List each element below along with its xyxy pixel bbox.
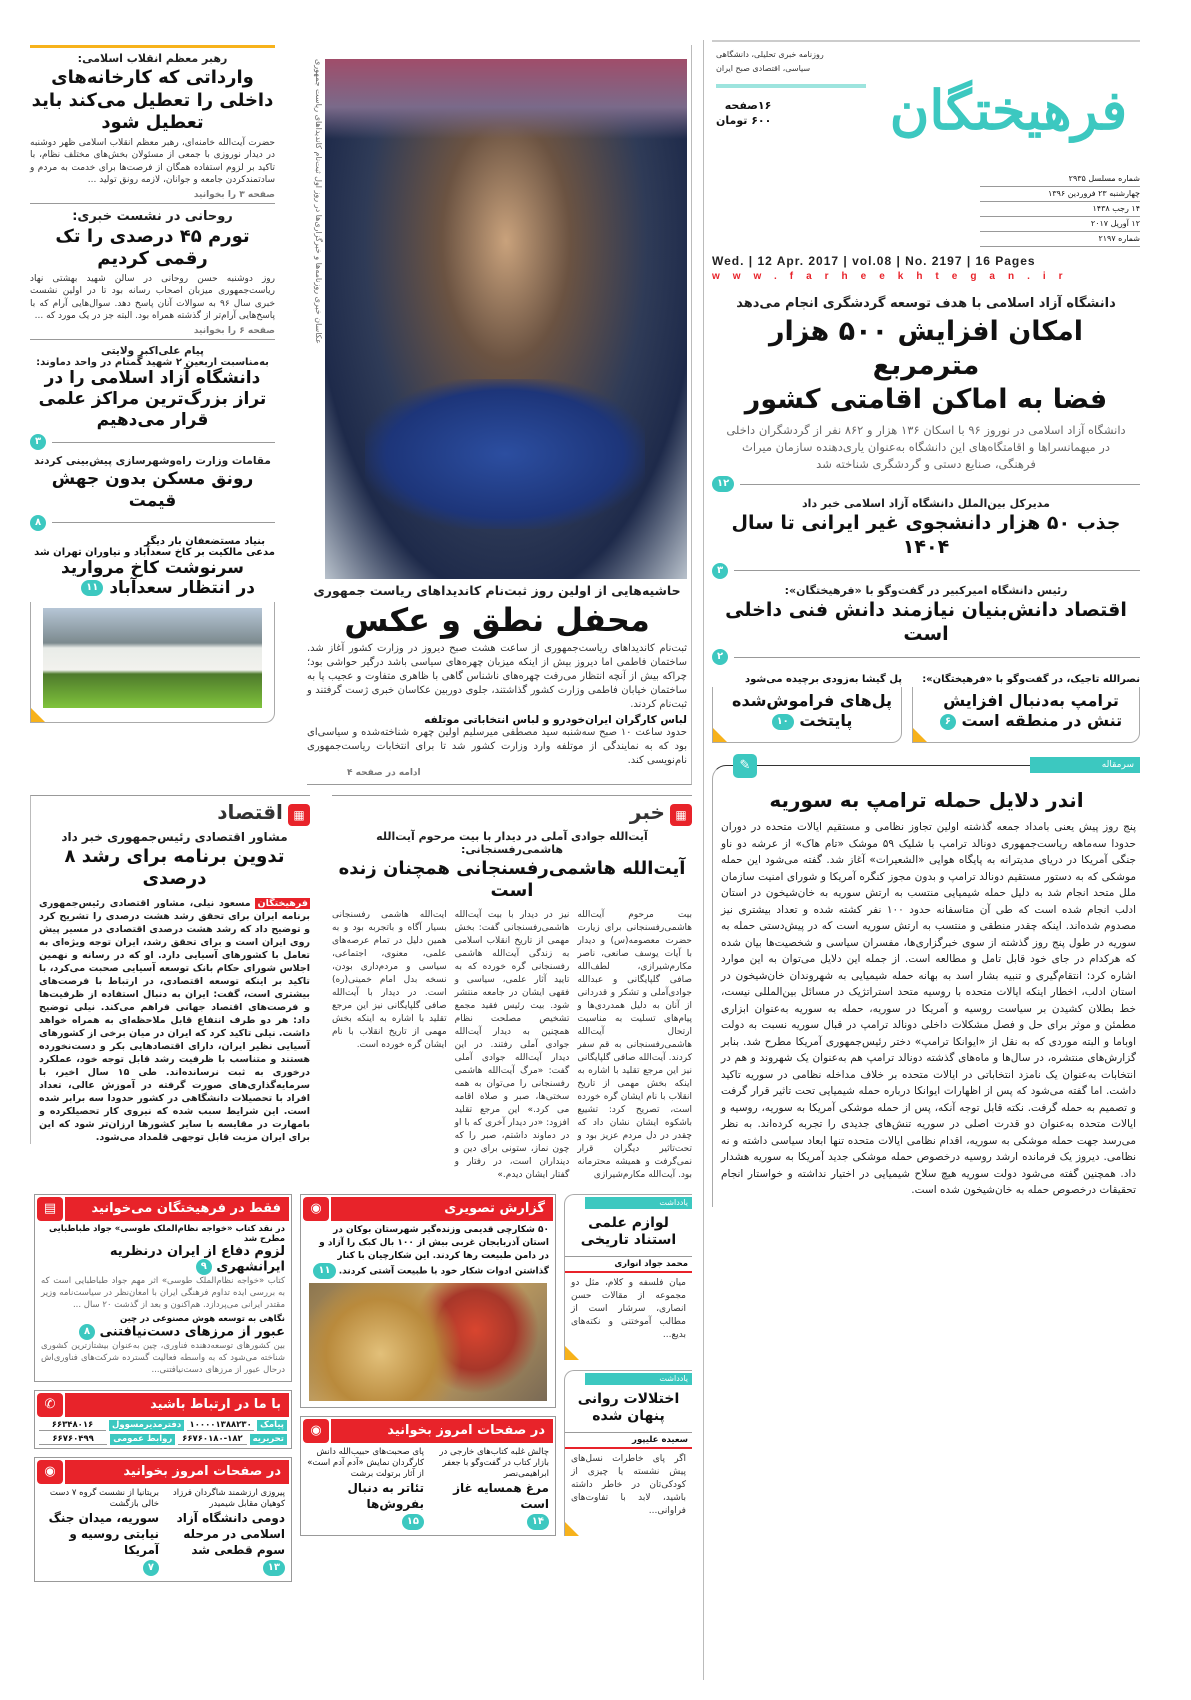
page-ref[interactable]: ۹ (196, 1259, 212, 1275)
issue-line: شماره ۲۱۹۷ (980, 232, 1140, 247)
editorial[interactable] (712, 758, 1140, 1207)
lead-headline-line: امکان افزایش ۵۰۰ هزار مترمربع (768, 316, 1084, 381)
item-headline[interactable]: عبور از مرزهای دست‌نیافتنی (99, 1324, 285, 1339)
trump-kicker: نصرالله تاجیک، در گفت‌وگو با «فرهیختگان»: (922, 674, 1140, 686)
photo-report-title: گزارش تصویری (331, 1197, 553, 1221)
note-author: سعیده علیپور (565, 1432, 692, 1449)
box-headline-text: پل‌های فراموش‌شده پایتخت (732, 691, 892, 731)
economy-body (39, 897, 310, 1144)
page-ref[interactable]: ۱۱ (81, 580, 103, 596)
story-kicker: پیام علی‌اکبر ولایتی (101, 344, 204, 357)
contact-box (34, 1390, 292, 1449)
photo-body: ثبت‌نام کاندیداهای ریاست‌جمهوری از ساعت هشت صبح دیروز در وزارت کشور آغاز شد. ساختمان فاطمی اما دیروز بیش از اینکه میزبان چهره‌های سیاسی باشد درگیر حواشی بود؛ چراکه بیش از آنچه انتظار می‌رفت چهره‌های ناشناس گاهی با ظاهری متفاوت و عجیب پا به ساختمان خیابان فاطمی وزارت کشور گذاشتند، جلوی دوربین عکاسان خبری ژست گرفتند و ثبت‌نام کردند. (307, 643, 687, 710)
lead-kicker: دانشگاه آزاد اسلامی با هدف توسعه گردشگری انجام می‌دهد (736, 296, 1116, 311)
note-body: میان فلسفه و کلام، مثل دو مجموعه از مقالات حسن انصاری، سرشار است از مطالب آموختنی و نکته‌های بدیع... (571, 1277, 686, 1340)
story-body: روز دوشنبه حسن روحانی در سالن شهید بهشتی نهاد ریاست‌جمهوری میزبان اصحاب رسانه بود تا در اولین نشست خبری سال ۹۶ به سوالات آنان پاسخ دهد. سوال‌هایی آرام که با پاسخ‌هایی آرام‌تر از گذشته همراه بود. البته جز در یک مورد که ... (30, 273, 276, 321)
today-item[interactable] (307, 1447, 424, 1531)
photo-credit: عکاسان خبری روزنامه‌ها و خبرگزاری‌ها در روز اول ثبت‌نام کاندیداهای ریاست جمهوری (314, 59, 323, 344)
page-ref[interactable]: ۱۲ (712, 476, 734, 492)
page-ref[interactable]: ۸ (30, 515, 46, 531)
website-link[interactable]: www.farheekhtegan.ir (712, 271, 1076, 282)
story-kicker: مدیرکل بین‌الملل دانشگاه آزاد اسلامی خبر داد (802, 497, 1050, 511)
lead-headline (712, 315, 1140, 416)
story-headline: در انتظار سعدآباد (109, 577, 255, 598)
item-kicker: چالش غلبه کتاب‌های خارجی در بازار کتاب در گفت‌وگو با جعفر ابراهیمی‌نصر (439, 1446, 549, 1479)
item-headline: سوریه، میدان جنگ نیابتی روسیه و آمریکا (48, 1510, 159, 1557)
story-economy[interactable] (712, 584, 1140, 647)
editorial-title: اندر دلایل حمله ترامپ به سوریه (769, 788, 1084, 813)
item-kicker: پیروزی ارزشمند شاگردان فرزاد کوهیان مقابل شیمیدر (172, 1487, 285, 1509)
item-kicker: بریتانیا از نشست گروه ۷ دست خالی بازگشت (49, 1487, 159, 1509)
contact-number[interactable]: ۶۶۳۴۸۰۱۶ (39, 1420, 106, 1431)
story-headline: تورم ۴۵ درصدی را تک رقمی کردیم (55, 225, 250, 269)
editorial-body: پنج روز پیش یعنی بامداد جمعه گذشته اولین تجاوز نظامی و مستقیم ایالات متحده در دوران حدودا سه‌ماهه ریاست‌جمهوری دونالد ترامپ با شلیک ۵۹ موشک «تام هاک» از عرشه دو ناو جنگی آمریکا در دریای مدیترانه به پایگاه هوایی «الشعیرات» آغاز شد. گفته می‌شود این حمله موشکی که به دستور مستقیم دونالد ترامپ و بدون مجوز کنگره آمریکا و شورای امنیت سازمان ملل متحد انجام شد به دلیل حمله شیمیایی منتسب به ارتش سوریه به خان‌شیخون در استان ادلب انجام شده است که طی آن متاسفانه حدود ۱۰۰ نفر کشته شده و تعداد بیشتری نیز مصدوم شده‌اند. اینکه چقدر منطقی و منتسب به ارتش سوریه است که در پیش‌دستی حمله به سوریه در طول پنج روز گذشته از سوی خبرگزاری‌ها، مفسران سیاسی و شخصیت‌ها بیان شده که هرکدام در جای خود قابل تامل و مطالعه است. از جمله این دلایل می‌توان به این موارد اشاره کرد: انتقام‌گیری و تنبیه بشار اسد به بهانه حمله شیمیایی به شهروندان خان‌شیخون در استان ادلب، اخطار اینکه ایالات متحده با روسیه متحد استراتژیک در مسائل بین‌المللی نیست، خط بطلان کشیدن بر سیاست روسیه و آمریکا در سوریه، حمله به سوریه به‌عنوان ابزاری مطمئن و موثر برای حل و فصل مشکلات داخلی دونالد ترامپ در قبال سوریه نسبت به دولت اوباما و البته موردی که به نقل از «ایوانکا ترامپ» دختر رئیس‌جمهوری آمریکا مطرح شد. بنابر گزارش‌های منتشره، در سال‌ها و ماه‌های گذشته دونالد ترامپ هم به‌عنوان یک شهروند و هم در انتخابات به‌عنوان یک نامزد انتخاباتی در ایالات متحده بر خلاف مداخله نظامی در سوریه تاکید داشت. اما گفته می‌شود که پس از اظهارات ایوانکا درباره حمله شیمیایی تحت تاثیر قرار گرفت و تصمیم به حمله گرفت. نکته قابل توجه آنکه، پس از حمله موشکی آمریکا به سوریه، روسیه و ایالات متحده به‌عنوان دو قدرت اصلی در سوریه تنش‌های جدیدی را تجربه کرده‌اند. به نظر می‌رسد جهت حمله موشکی به سوریه، اقدام نظامی ایالات متحده تنها ابعاد سیاسی داشته و نه نظامی. دیروز یک فرمانده ارشد روسیه درخصوص حمله موشکی جدید آمریکا به سوریه هشدار داد. همچنین گفته می‌شود دولت سوریه هیچ سلاح شیمیایی در اختیار نداشته و خواستار انجام تحقیقات درخصوص حمله به خان‌شیخون شده است. (721, 821, 1136, 1197)
contact-row (39, 1420, 287, 1431)
item-headline: مرغ همسایه غاز است (453, 1480, 549, 1511)
news-column: نیز در دیدار با بیت آیت‌الله هاشمی‌رفسنجانی گفت: بخش مهمی از تاریخ انقلاب اسلامی به زندگی آیت‌الله هاشمی رفسنجانی گره خورده که به تایید آثار علمی، سیاسی و فقهی ایشان در جامعه منتشر شود. بیت رئیس فقید مجمع تشخیص مصلحت نظام همچنین به دیدار آیت‌الله جوادی آملی رفتند. در این دیدار آیت‌الله جوادی آملی گفت: «مرگ آیت‌الله هاشمی رفسنجانی را می‌توان به همه سختی‌ها، صبر و صلاه اقامه می کرد.» این مرجع تقلید افزود: «در دیدار آخری که با او در دماوند داشتم، صبر را که چون نماز، ستونی برای دین و دینداران است، در رفتار و گفتار ایشان دیدم.» (454, 909, 570, 1180)
page-ref[interactable]: ۲ (712, 649, 728, 665)
page-ref[interactable]: ۱۰ (772, 714, 794, 730)
lead-summary: دانشگاه آزاد اسلامی در نوروز ۹۶ با اسکان ۱۳۶ هزار و ۸۶۲ نفر از گردشگران داخلی در میهمانسراها و اقامتگاه‌های این دانشگاه به‌عنوان یاری‌دهنده سازمان میراث فرهنگی، صنایع دستی و گردشگری شناخته شد (726, 423, 1126, 472)
box-headline (731, 691, 893, 731)
contact-label: تحریریه (250, 1434, 287, 1445)
issue-line: ۱۴ رجب ۱۴۳۸ (980, 202, 1140, 217)
item-kicker: نگاهی به توسعه هوش مصنوعی در چین (119, 1313, 285, 1324)
contact-number[interactable]: ۱۰۰۰۰۱۳۸۸۲۳۰ (187, 1420, 254, 1431)
calendar-icon: ▦ (670, 804, 692, 826)
news-story[interactable] (332, 795, 692, 1182)
note-body: اگر پای خاطرات نسل‌های پیش نشسته یا چیزی از کودکی‌تان در خاطر داشته باشید، لابد با تفاوت‌های فراوانی... (571, 1453, 686, 1516)
photo-subhead: لباس کارگران ایران‌خودرو و لباس انتخاباتی موتلفه (424, 714, 687, 726)
pointer-icon: ◉ (37, 1460, 63, 1484)
story-headline: وارداتی که کارخانه‌های داخلی را تعطیل می‌کند باید تعطیل شود (31, 67, 274, 133)
left-story-rouhani[interactable] (30, 209, 275, 336)
story-kicker: به‌مناسبت اربعین ۲ شهید گمنام در واحد دماوند: (36, 356, 269, 368)
item-headline: تئاتر به دنبال بفروش‌ها (347, 1480, 424, 1511)
page-ref[interactable]: ۳ (30, 434, 46, 450)
item-kicker: در نقد کتاب «خواجه نظام‌الملک طوسی» جواد طباطبایی مطرح شد (49, 1223, 285, 1244)
economy-story[interactable] (30, 795, 310, 1144)
note-tag: یادداشت (585, 1197, 692, 1209)
photo-story[interactable] (307, 583, 687, 778)
box-headline-text: ترامپ به‌دنبال افزایش تنش در منطقه است (943, 691, 1123, 731)
phone-icon: ✆ (37, 1393, 63, 1417)
photo-report-body: ۵۰ شکارچی قدیمی وزنده‌گیر شهرستان بوکان در استان آذربایجان غربی بیش از ۱۰۰ بال کبک را آزاد و در دامن طبیعت رها کردند. این شکارچیان با کنار گذاشتن ادوات شکار خود با طبیعت آشتی کردند. (319, 1224, 549, 1276)
story-kicker: مقامات وزارت راه‌وشهرسازی پیش‌بینی کردند (34, 455, 271, 468)
story-headline: سرنوشت کاخ مروارید (61, 557, 244, 578)
left-story-palace[interactable] (30, 536, 275, 598)
photo-column (307, 45, 692, 785)
body-text: مسعود نیلی، مشاور اقتصادی رئیس‌جمهوری برنامه ایران برای تحقق رشد هشت درصدی را تشریح کرد و توضیح داد که رشد هشت درصدی اقتصادی در مسیر پیش روی ایران است و برای تحقق رشد، ایران توجه ویژه‌ای به تعامل با کشورهای آسیایی دارد. او که در رسانه و نهمین اجلاس شورای حکام بانک توسعه آسیایی صحبت می‌کرد، با تاکید بر اینکه توسعه اقتصادی، در ارتباط با فرصت‌های بیشتری است، گفت: ایران به دنبال استفاده از ظرفیت‌ها و فرصت‌های اقتصاد جهانی فراهم می‌کند. نیلی توضیح داد: هر دو طرف انتفاع قابل ملاحظه‌ای به همراه خواهد داشت. نیلی تاکید کرد که ایران در میان برخی از کشورهای آسیایی نظیر ایران، دارای اقتصادهایی بکر و دست‌نخورده هستند و متناسب با ظرفیت رشد قابل توجه خود، عملکرد درخوری به ثبت نرسانده‌اند. طی ۱۵ سال اخیر، با سرمایه‌گذاری‌های صورت گرفته در آموزش عالی، تعداد افراد با تحصیلات دانشگاهی در کشور حدودا سه برابر شده است. این شرایط سبب شده که نیروی کار تحصیلکرده و بامهارت در مقایسه با سایر کشورها ارزان‌تر شود که این برای ایران مزیت قابل توجهی قلمداد می‌شود. (39, 897, 311, 1143)
story-kicker: مشاور اقتصادی رئیس‌جمهوری خبر داد (61, 829, 288, 844)
note-box[interactable] (564, 1194, 692, 1360)
left-story-velayati[interactable] (30, 345, 275, 432)
story-kicker: مدعی مالکیت بر کاخ سعدآباد و نیاوران تهران شد (34, 546, 275, 558)
item-headline: دومی دانشگاه آزاد اسلامی در مرحله سوم قطعی شد (176, 1510, 285, 1557)
masthead (712, 40, 1140, 288)
note-tag: یادداشت (585, 1373, 692, 1385)
left-story-leader[interactable] (30, 52, 275, 200)
news-section-header (332, 800, 692, 826)
today-box (300, 1416, 556, 1536)
right-column (712, 40, 1140, 1207)
item-body: کتاب «خواجه نظام‌الملک طوسی» اثر مهم جواد طباطبایی است که به بررسی ایده تداوم فرهنگی ایران با امعان‌نظر در سیاست‌نامه وزیر مقتدر ایرانی می‌پردازد. هم‌اکنون و بعد از گذشت ۲۰ سال ... (41, 1275, 285, 1310)
item-body: بین کشورهای توسعه‌دهنده فناوری، چین به‌عنوان بیشتازترین کشوری شناخته می‌شود که به واسطه فعالیت گسترده شرکت‌های فناوری‌اش درحال عبور از مرزهای دست‌نیافتنی... (41, 1340, 285, 1375)
editorial-tag: سرمقاله (1030, 757, 1140, 773)
page-ref[interactable]: ۱۳ (263, 1560, 285, 1576)
bridges-kicker: پل گیشا به‌زودی برچیده می‌شود (744, 674, 902, 686)
box-headline (931, 691, 1131, 731)
photo-kicker: حاشیه‌هایی از اولین روز ثبت‌نام کاندیداهای ریاست جمهوری (313, 583, 681, 598)
read-more-link[interactable]: صفحه ۶ را بخوانید (193, 325, 275, 336)
bridges-box[interactable] (712, 687, 902, 743)
lead-headline-line: فضا به اماکن اقامتی کشور (744, 383, 1108, 415)
source-label: فرهیختگان (257, 897, 308, 909)
contact-label: دفترمدیرمسوول (109, 1420, 184, 1431)
item-headline[interactable]: لزوم دفاع از ایران درنظریه ایرانشهری (109, 1243, 285, 1274)
issue-line: ۱۲ آوریل ۲۰۱۷ (980, 217, 1140, 232)
story-kicker: رئیس دانشگاه امیرکبیر در گفت‌وگو با «فرهیختگان»: (784, 583, 1068, 597)
left-column (30, 45, 275, 723)
item-kicker: پای صحبت‌های حبیب‌الله دانش کارگردان نمایش «آدم آدم است» از آثار برتولت برشت (307, 1446, 424, 1479)
page-ref[interactable]: ۶ (940, 714, 956, 730)
issue-line: چهارشنبه ۲۳ فروردین ۱۳۹۶ (980, 187, 1140, 202)
today-item[interactable] (41, 1488, 159, 1577)
page-ref[interactable]: ۳ (712, 563, 728, 579)
story-headline: تدوین برنامه برای رشد ۸ درصدی (64, 845, 285, 889)
story-body: حضرت آیت‌الله خامنه‌ای، رهبر معظم انقلاب اسلامی ظهر دوشنبه در دیدار نوروزی با جمعی از مسئولان بخش‌های مختلف نظام، با تاکید بر لزوم استفاده همگان از فرصت‌ها برای خدمت به مردم و سادتمندکردن جامعه و جوانان، لازمه رونق تولید ... (30, 137, 275, 185)
today-item[interactable] (432, 1447, 549, 1531)
left-story-housing[interactable] (30, 455, 275, 512)
page-ref[interactable]: ۱۵ (402, 1514, 424, 1530)
story-headline: آیت‌الله هاشمی‌رفسنجانی همچنان زنده است (338, 857, 686, 901)
note-author: محمد جواد انواری (565, 1256, 692, 1273)
story-headline: اقتصاد دانش‌بنیان نیازمند دانش فنی داخلی است (725, 598, 1127, 645)
story-kicker: رهبر معظم انقلاب اسلامی: (77, 52, 228, 65)
lead-photo (325, 59, 687, 579)
photo-body: حدود ساعت ۱۰ صبح سه‌شنبه سید مصطفی میرسلیم اولین چهره شناخته‌شده و سیاسی‌ای بود که به نمایندگی از موتلفه وارد وزارت کشور شد تا برای انتخابات ریاست‌جمهوری نام‌نویسی کند. (307, 727, 687, 766)
bird-cages-photo (309, 1283, 547, 1401)
news-column: ایت‌الله هاشمی رفسنجانی بسیار آگاه و باتجربه بود و به همین دلیل در تمام عرصه‌های علمی، معنوی، اجتماعی، سیاسی و مردم‌داری بودن، نسخه بدل امام خمینی(ره) است. در دیدار با آیت‌الله صافی گلپایگانی نیز این مرجع تقلید با اشاره به اینکه بخش مهمی از تاریخ انقلاب با نام ایشان گره خورده است. (331, 909, 447, 1050)
english-dateline: Wed. | 12 Apr. 2017 | vol.08 | No. 2197 | 16 Pages (712, 254, 1036, 268)
contact-number[interactable]: ۶۶۷۶۰۴۹۹ (39, 1434, 107, 1445)
story-headline: رونق مسکن بدون جهش قیمت (51, 469, 254, 511)
section-title: خبر (629, 800, 665, 824)
pointer-icon: ◉ (303, 1419, 329, 1443)
newspaper-icon: ▤ (37, 1197, 63, 1221)
issue-line: شماره مسلسل ۲۹۳۵ (980, 172, 1140, 187)
story-kicker: روحانی در نشست خبری: (72, 208, 233, 224)
contact-title: با ما در ارتباط باشید (65, 1393, 289, 1417)
exclusive-title: فقط در فرهیختگان می‌خوانید (65, 1197, 289, 1221)
section-title: اقتصاد (217, 800, 283, 824)
photo-headline: محفل نطق و عکس (344, 601, 650, 639)
exclusive-box (34, 1194, 292, 1382)
page-ref[interactable]: ۸ (79, 1324, 95, 1340)
today-box (34, 1457, 292, 1582)
contact-number[interactable]: ۶۶۷۶۰۱۸۰-۱۸۲ (178, 1434, 246, 1445)
today-title: در صفحات امروز بخوانید (331, 1419, 553, 1443)
story-students[interactable] (712, 497, 1140, 560)
page-ref[interactable]: ۷ (143, 1560, 159, 1576)
camera-icon: ◉ (303, 1197, 329, 1221)
contact-label: روابط عمومی (110, 1434, 175, 1445)
contact-label: پیامک (257, 1420, 287, 1431)
story-headline: دانشگاه آزاد اسلامی را در تراز بزرگ‌ترین مراکز علمی قرار می‌دهیم (38, 367, 267, 430)
logo: فرهیختگان (889, 78, 1128, 142)
lead-story[interactable] (712, 296, 1140, 473)
page-count: ۱۶صفحه (724, 99, 772, 112)
story-headline: جذب ۵۰ هزار دانشجوی غیر ایرانی تا سال ۱۴۰۴ (731, 512, 1121, 558)
calendar-icon: ▦ (288, 804, 310, 826)
price: ۶۰۰ تومان (716, 114, 772, 127)
note-title: اختلالات روانی پنهان شده (577, 1390, 680, 1424)
story-kicker: بنیاد مستضعفان بار دیگر (144, 535, 265, 547)
tagline-2: سیاسی، اقتصادی صبح ایران (716, 64, 811, 73)
main-area (30, 45, 692, 1582)
trump-box[interactable] (912, 687, 1140, 743)
page-ref[interactable]: ۱۱ (313, 1263, 335, 1279)
news-column: بیت مرحوم آیت‌الله هاشمی‌رفسنجانی برای زیارت حضرت معصومه(س) و دیدار با آیات یوسف صانعی، ناصر مکارم‌شیرازی، لطف‌الله صافی گلپایگانی و عبدالله جوادی‌آملی و تشکر و قدردانی از آنان به دلیل همدردی‌ها و پیام‌های تسلیت به مناسبت ارتحال آیت‌الله هاشمی‌رفسنجانی به قم سفر کردند. آیت‌الله صافی گلپایگانی نیز این مرجع تقلید با اشاره به اینکه بخش مهمی از تاریخ انقلاب با نام ایشان گره خورده است، تصریح کرد: تشییع باشکوه ایشان نشان داد که چقدر در دل مردم عزیز بود و تحت‌تاثیر دیگران قرار نمی‌گرفت و همیشه محترمانه بود. آیت‌الله مکارم‌شیرازی (577, 909, 692, 1180)
economy-section-header (39, 800, 310, 826)
contact-row (39, 1434, 287, 1445)
continue-link[interactable]: ادامه در صفحه ۴ (347, 768, 421, 778)
palace-photo (43, 608, 262, 708)
tagline-1: روزنامه خبری تحلیلی، دانشگاهی (716, 50, 824, 59)
read-more-link[interactable]: صفحه ۳ را بخوانید (193, 189, 275, 200)
today-title: در صفحات امروز بخوانید (65, 1460, 289, 1484)
note-title: لوازم علمی استناد تاریخی (580, 1214, 677, 1248)
palace-photo-box (30, 602, 275, 723)
page-ref[interactable]: ۱۴ (527, 1514, 549, 1530)
note-box[interactable] (564, 1370, 692, 1536)
photo-report-box (300, 1194, 556, 1408)
today-item[interactable] (167, 1488, 285, 1577)
issue-info (980, 172, 1140, 247)
story-kicker: آیت‌الله جوادی آملی در دیدار با بیت مرحوم آیت‌الله هاشمی‌رفسنجانی: (376, 829, 648, 856)
pen-icon: ✎ (733, 754, 757, 778)
